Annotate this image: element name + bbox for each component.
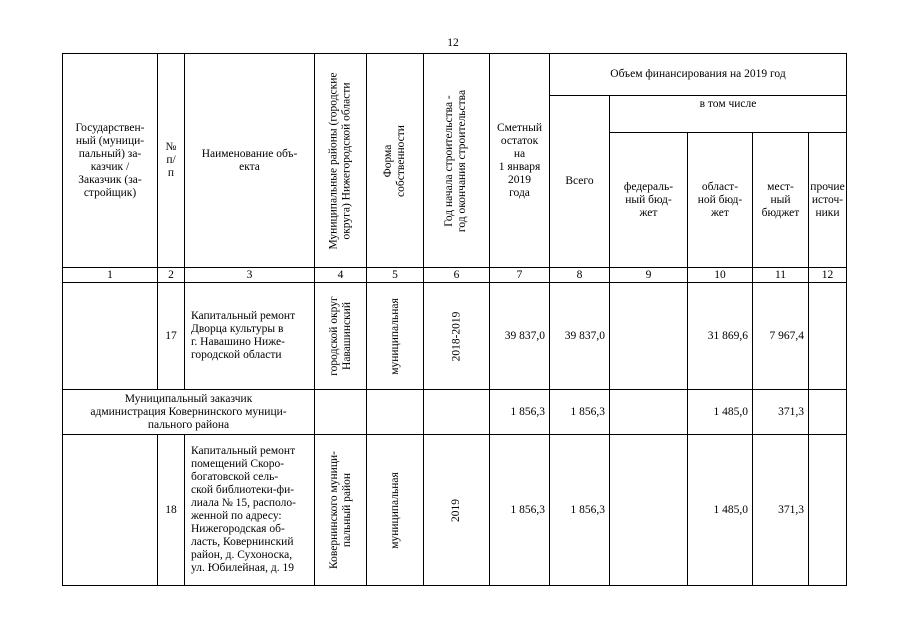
row-17-district: городской округ Навашинский — [327, 296, 353, 376]
col-number-2: 2 — [168, 268, 174, 281]
row-17-object-name: Капитальный ремонт Дворца культуры в г. Навашино Ниже- городской области — [191, 310, 296, 361]
row-18-other — [809, 435, 846, 585]
row-18-local: 371,3 — [778, 503, 804, 516]
row-17-other — [809, 283, 846, 389]
row-18-number: 18 — [165, 503, 177, 516]
row-17-total: 39 837,0 — [564, 329, 605, 342]
header-other: прочие источ- ники — [810, 180, 845, 219]
row-17-local: 7 967,4 — [769, 329, 804, 342]
header-federal: федераль- ный бюд- жет — [623, 180, 674, 219]
row-17-regional: 31 869,6 — [707, 329, 748, 342]
col-number-9: 9 — [645, 268, 652, 281]
row-18-regional: 1 485,0 — [713, 503, 748, 516]
header-including: в том числе — [699, 98, 757, 110]
customer-local: 371,3 — [778, 405, 804, 418]
header-customer: Государствен- ный (муници- пальный) за- казчик / Заказчик (за- стройщик) — [75, 121, 145, 199]
customer-label: Муниципальный заказчик администрация Ковернинского муници- пального района — [90, 392, 287, 431]
col-number-3: 3 — [246, 268, 253, 281]
row-17-number: 17 — [165, 329, 177, 342]
row-18-federal — [610, 435, 687, 585]
col-number-11: 11 — [774, 268, 787, 281]
header-number: № п/ п — [165, 141, 177, 179]
row-18-district: Ковернинского муници- пальный район — [327, 451, 353, 569]
row-17-years: 2018-2019 — [450, 311, 462, 361]
row-17-ownership: муниципальная — [388, 297, 401, 375]
header-financing: Объем финансирования на 2019 год — [610, 68, 786, 80]
col-number-5: 5 — [392, 268, 398, 281]
page-number: 12 — [447, 37, 459, 49]
row-18-estimate: 1 856,3 — [510, 503, 545, 516]
customer-regional: 1 485,0 — [713, 405, 748, 418]
customer-federal — [610, 390, 687, 434]
col-number-6: 6 — [453, 268, 460, 281]
header-local: мест- ный бюджет — [761, 180, 800, 219]
col-number-10: 10 — [714, 268, 726, 281]
col-number-12: 12 — [821, 268, 834, 281]
header-years: Год начала строительства - год окончания строительства — [443, 89, 469, 232]
col-number-8: 8 — [576, 268, 583, 281]
row-18-total: 1 856,3 — [570, 503, 605, 516]
customer-estimate: 1 856,3 — [510, 405, 545, 418]
col-number-4: 4 — [337, 268, 344, 281]
row-18-ownership: муниципальная — [388, 471, 401, 549]
header-estimate: Сметный остаток на 1 января 2019 года — [496, 121, 543, 199]
col-number-7: 7 — [516, 268, 523, 281]
header-regional: област- ной бюд- жет — [697, 180, 743, 219]
header-ownership: Форма собственности — [382, 124, 407, 197]
row-17-federal — [610, 283, 687, 389]
customer-total: 1 856,3 — [570, 405, 605, 418]
header-object-name: Наименование объ- екта — [201, 147, 298, 173]
customer-other — [809, 390, 846, 434]
col-number-1: 1 — [107, 268, 113, 281]
row-18-object-name: Капитальный ремонт помещений Скоро- богатовской сель- ской библиотеки-фи- лиала № 15, располо- женной по адресу: Нижегородская об- ласть, Ковернинский район, д. Сухоноска, ул. Юбилейная, д. 19 — [191, 445, 296, 574]
row-18-years: 2019 — [450, 498, 462, 522]
header-total: Всего — [565, 175, 594, 187]
header-districts: Муниципальные районы (городские округа) Нижегородской области — [327, 71, 353, 250]
row-17-estimate: 39 837,0 — [504, 329, 545, 342]
